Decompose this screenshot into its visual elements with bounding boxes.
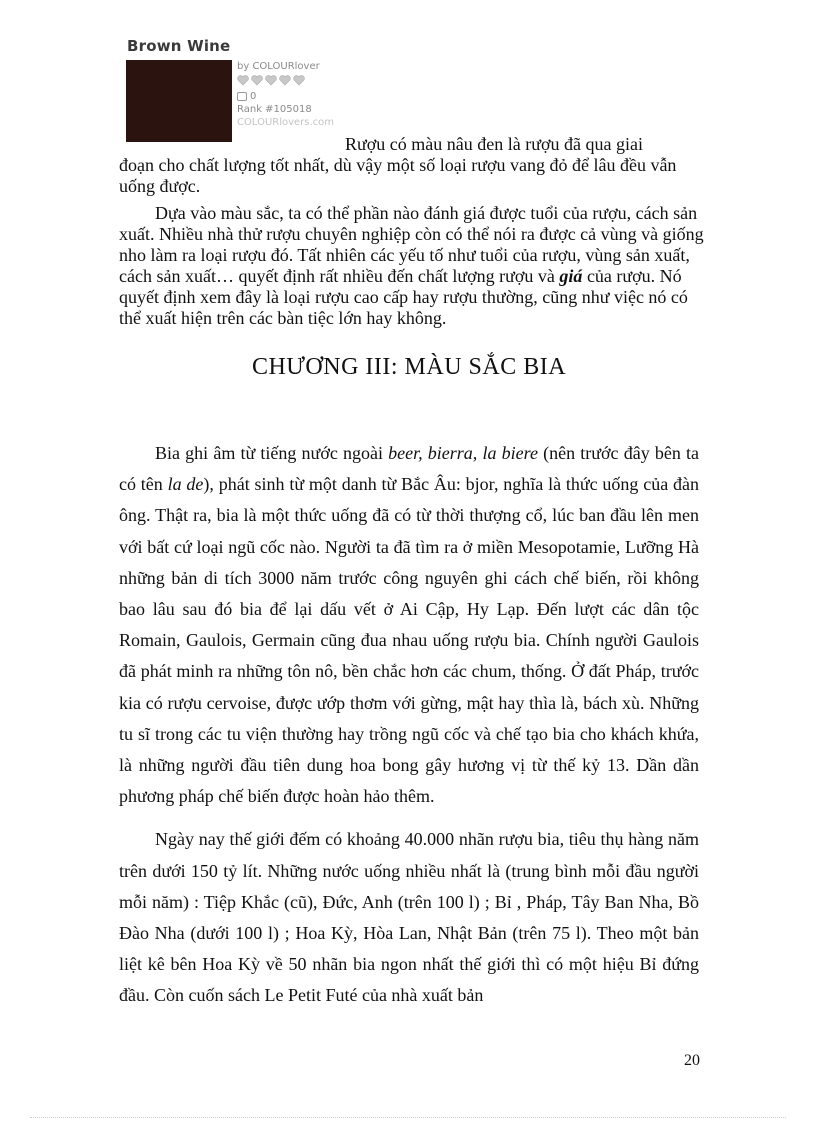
chapter-heading: CHƯƠNG III: MÀU SẮC BIA: [251, 354, 567, 380]
heart-icon: [293, 75, 305, 86]
intro-paragraph-1: đoạn cho chất lượng tốt nhất, dù vậy một số loại rượu vang đỏ để lâu đều vẫn uống được.: [119, 155, 677, 196]
palette-rank: Rank #105018: [237, 104, 312, 115]
text-run: ), phát sinh từ một danh từ Bắc Âu: bjor, nghĩa là thức uống của đàn ông. Thật ra, bia là một thức uống đã có từ thời thượng cổ, lúc ban đầu lên men với bất cứ loại ngũ cốc nào. Người ta đã tìm ra ở miền Mesopotamie, Lưỡng Hà những bản di tích 3000 năm trước công nguyên ghi cách chế biến, rồi không bao lâu sau đó bia để lại dấu vết ở Ai Cập, Hy Lạp. Đến lượt các dân tộc Romain, Gaulois, Germain cũng đua nhau uống rượu bia. Chính người Gaulois đã phát minh ra những tôn nô, bền chắc hơn các chum, thống. Ở đất Pháp, trước kia có rượu cervoise, được ướp thơm với gừng, mật hay thìa là, bách xù. Những tu sĩ trong các tu viện thường hay trồng ngũ cốc và chế tạo bia cho khách khứa, là những người đầu tiên dung hoa bong gây hương vị từ thế kỷ 13. Dần dần phương pháp chế biến được hoàn hảo thêm.: [119, 474, 700, 807]
intro-text-run: của rượu. Nó quyết định xem đây là loại rượu cao cấp hay rượu thường, cũng như việc nó có thể xuất hiện trên các bàn tiệc lớn hay không.: [119, 266, 688, 328]
palette-title: Brown Wine: [127, 37, 231, 55]
intro-first-line: Rượu có màu nâu đen là rượu đã qua giai: [345, 134, 643, 154]
intro-text-run: Dựa vào màu sắc, ta có thể phần nào đánh giá được tuổi của rượu, cách sản xuất. Nhiều nhà thử rượu chuyên nghiệp còn có thể nói ra được cả vùng và giống nho làm ra loại rượu đó. Tất nhiên các yếu tố như tuổi của rượu, vùng sản xuất, cách sản xuất… quyết định rất nhiều đến chất lượng rượu và: [119, 203, 704, 286]
intro-paragraph-2: [119, 203, 709, 329]
body-text: [119, 438, 699, 1012]
body-paragraph-1: [119, 438, 699, 812]
heart-icon: [237, 75, 249, 86]
color-swatch: [126, 60, 232, 142]
intro-text: [119, 155, 709, 329]
text-run: Bia ghi âm từ tiếng nước ngoài: [155, 443, 389, 463]
footer-divider: [30, 1117, 786, 1118]
bold-word: giá: [559, 266, 583, 286]
rating-hearts: [237, 75, 334, 86]
body-paragraph-2: Ngày nay thế giới đếm có khoảng 40.000 nhãn rượu bia, tiêu thụ hàng năm trên dưới 150 tỷ lít. Những nước uống nhiều nhất là (trung bình mỗi đầu người mỗi năm) : Tiệp Khắc (cũ), Đức, Anh (trên 100 l) ; Bỉ , Pháp, Tây Ban Nha, Bồ Đào Nha (dưới 100 l) ; Hoa Kỳ, Hòa Lan, Nhật Bản (trên 75 l). Theo một bản liệt kê bên Hoa Kỳ về 50 nhãn bia ngon nhất thế giới thì có một hiệu Bỉ đứng đầu. Còn cuốn sách Le Petit Futé của nhà xuất bản: [119, 829, 699, 1006]
heart-icon: [251, 75, 263, 86]
heart-icon: [265, 75, 277, 86]
page-number: 20: [684, 1052, 700, 1069]
site-watermark: COLOURlovers.com: [237, 117, 335, 128]
heart-icon: [279, 75, 291, 86]
comment-icon: [237, 92, 247, 101]
palette-author: by COLOURlover: [237, 61, 320, 72]
comment-count-row: [237, 90, 334, 103]
italic-term: la de: [167, 474, 204, 495]
comment-count: 0: [250, 91, 257, 102]
italic-terms: beer, bierra, la biere: [388, 443, 538, 463]
palette-meta: [237, 60, 334, 129]
text-run: (nên trước đây bên ta có tên: [119, 443, 700, 495]
